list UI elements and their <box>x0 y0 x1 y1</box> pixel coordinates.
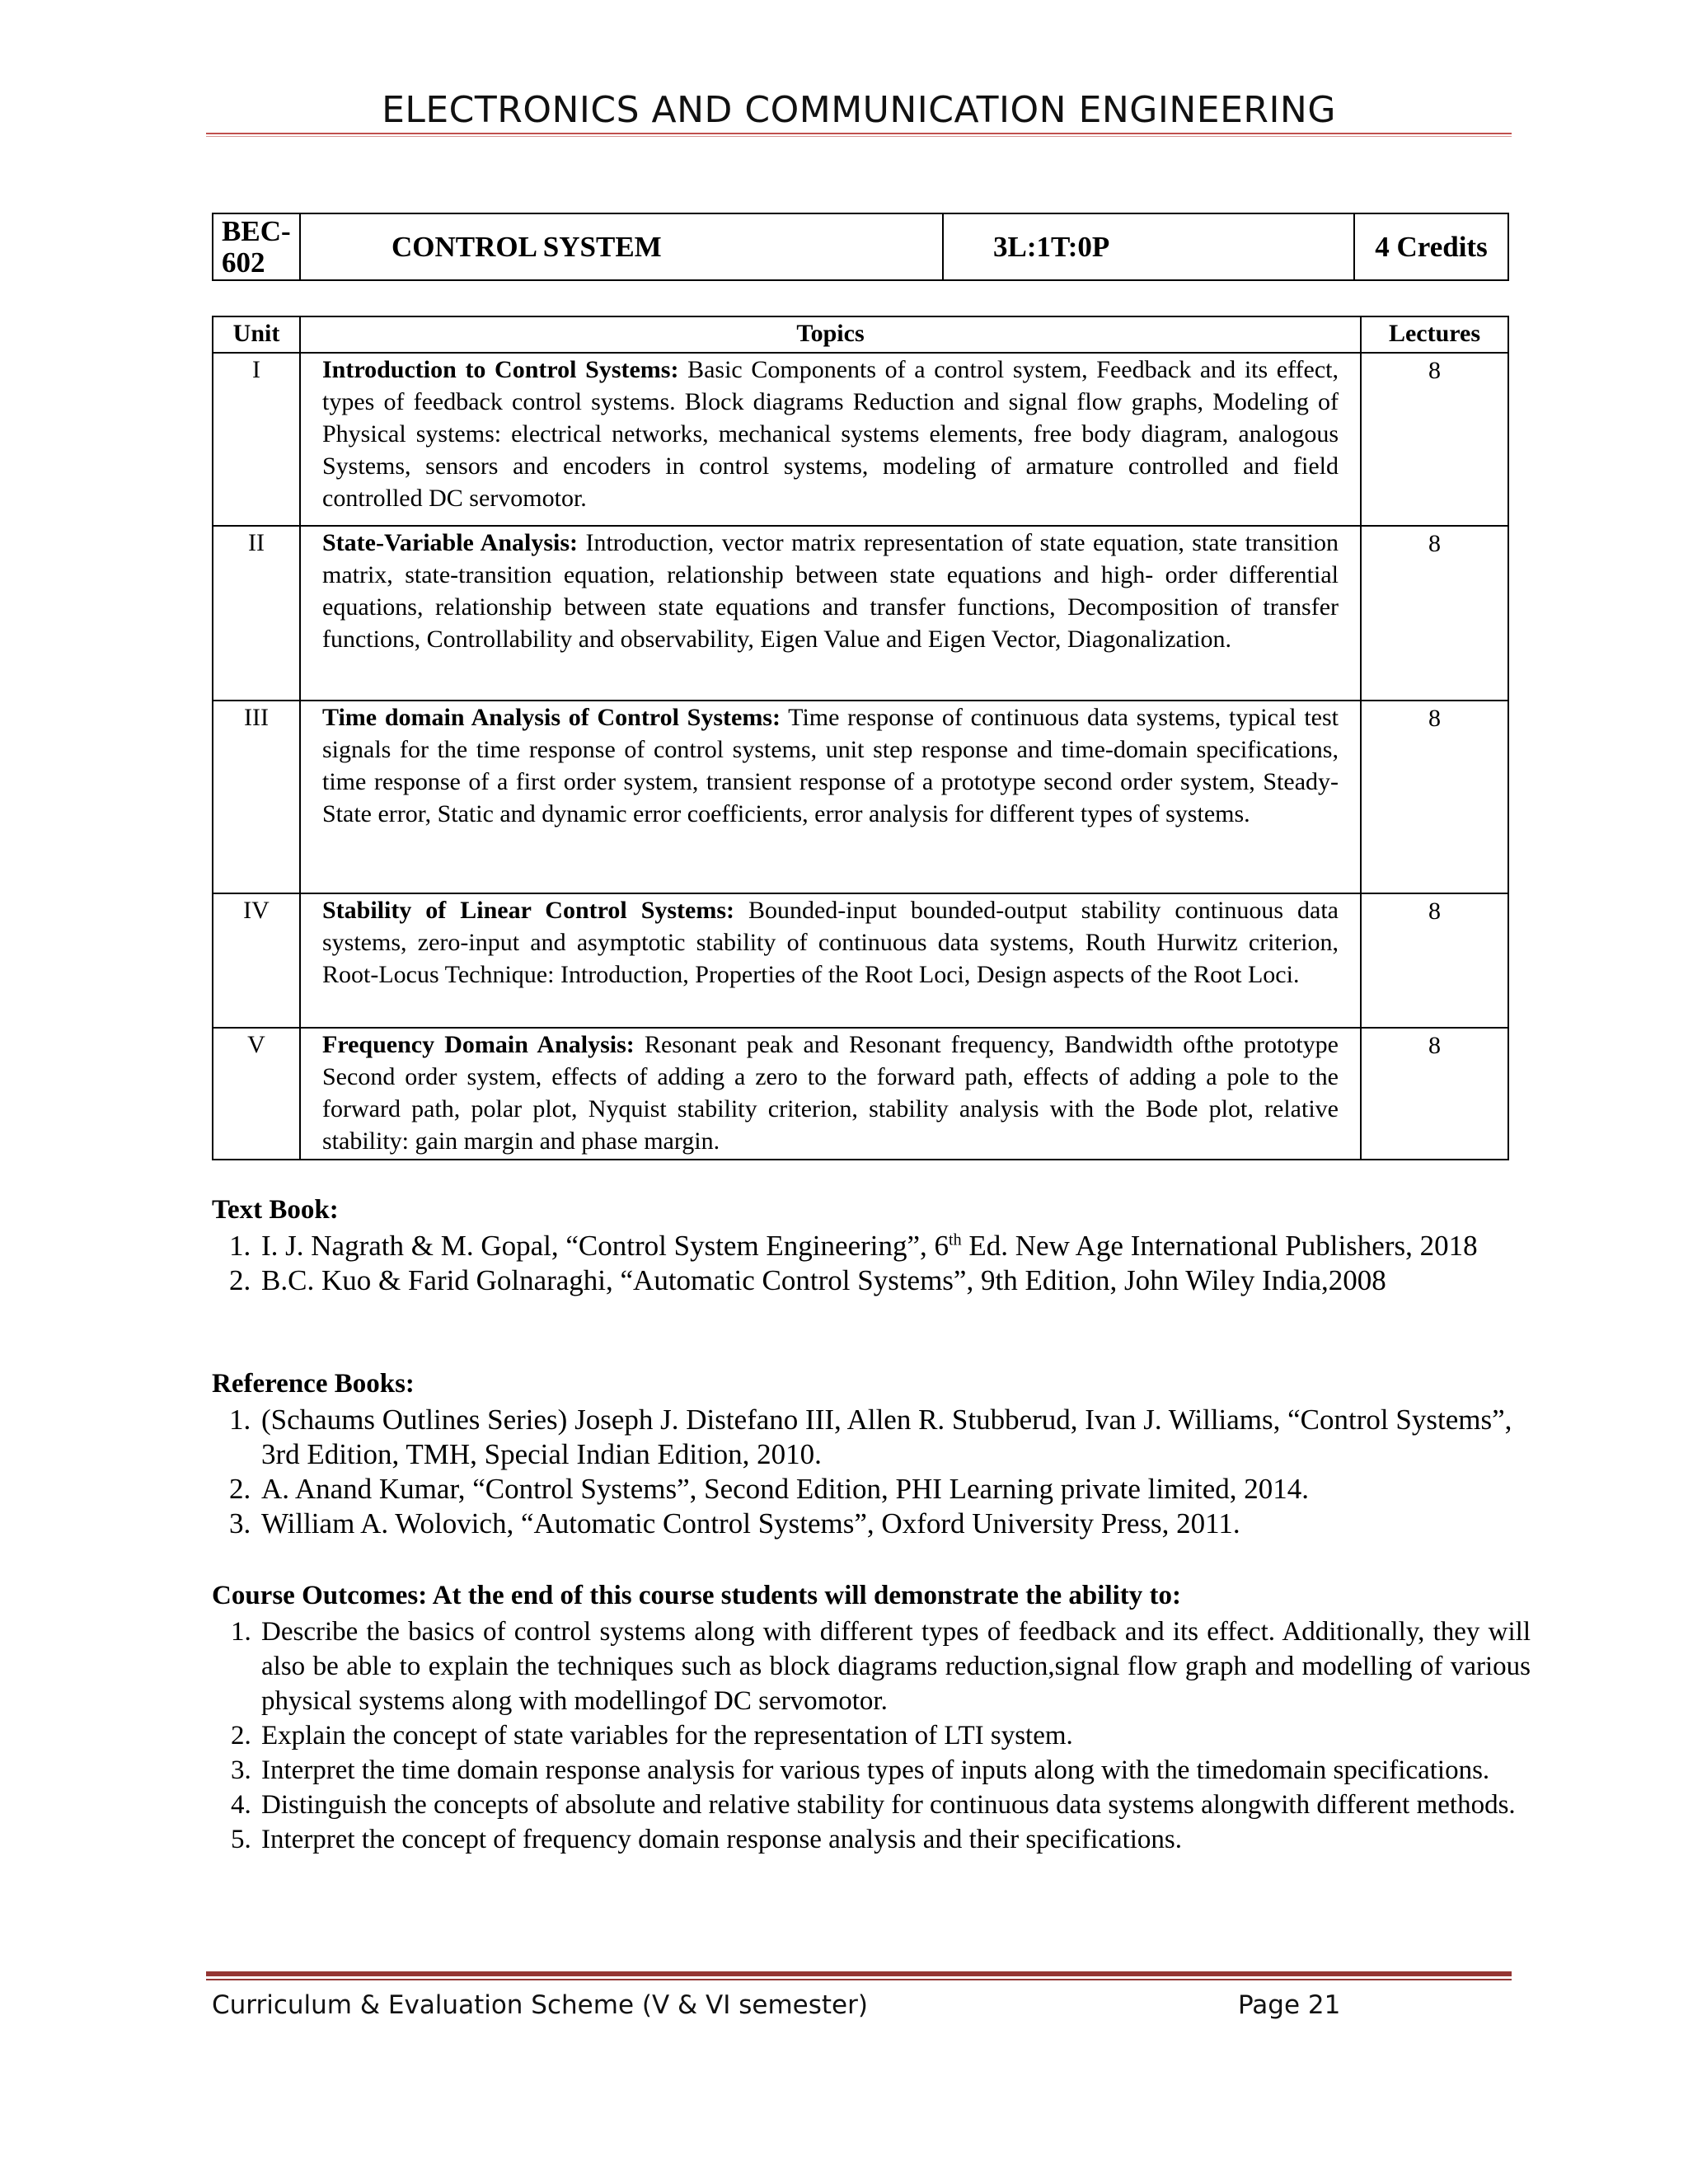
unit-description: Introduction, vector matrix representation of state equation, state transition matrix, state-transition equation, relationship between state equations and high- order differential equations, relationship between state equations and transfer functions, Decomposition of transfer functions, Controllability and observability, Eigen Value and Eigen Vector, Diagonalization. <box>322 529 1339 653</box>
unit-heading: Introduction to Control Systems: <box>322 356 679 383</box>
text-book-entry-rest: Ed. New Age International Publishers, 2018 <box>961 1230 1478 1262</box>
unit-heading: Time domain Analysis of Control Systems: <box>322 704 781 731</box>
course-outcomes-title: Course Outcomes: At the end of this course students will demonstrate the ability to: <box>212 1581 1181 1610</box>
list-item: 2. Explain the concept of state variables for the representation of LTI system. <box>258 1718 1531 1753</box>
unit-heading: Stability of Linear Control Systems: <box>322 897 735 924</box>
list-item: 5. Interpret the concept of frequency domain response analysis and their specifications. <box>258 1822 1531 1857</box>
reference-books-title: Reference Books: <box>212 1369 415 1399</box>
column-header-topics: Topics <box>300 316 1361 353</box>
table-row <box>213 893 1508 1028</box>
unit-lectures: 8 <box>1361 526 1508 701</box>
course-outcomes-section <box>212 1581 1531 1857</box>
list-item <box>258 1263 1531 1298</box>
table-row <box>213 1028 1508 1160</box>
course-title: CONTROL SYSTEM <box>300 213 943 280</box>
text-book-title: Text Book: <box>212 1195 339 1225</box>
unit-number: II <box>213 526 300 701</box>
page-header-title: ELECTRONICS AND COMMUNICATION ENGINEERING <box>382 89 1336 131</box>
list-item: 3. Interpret the time domain response analysis for various types of inputs along with the timedomain specifications. <box>258 1753 1531 1788</box>
syllabus-table <box>212 316 1509 1160</box>
unit-number: V <box>213 1028 300 1160</box>
unit-topics <box>300 526 1361 701</box>
superscript: th <box>949 1230 962 1249</box>
course-outcomes-list <box>212 1615 1531 1857</box>
table-row <box>213 701 1508 893</box>
unit-description: Basic Components of a control system, Feedback and its effect, types of feedback control systems. Block diagrams Reduction and signal flow graphs, Modeling of Physical systems: electrical networks, mechanical systems elements, free body diagram, analogous Systems, sensors and encoders in control systems, modeling of armature controlled and field controlled DC servomotor. <box>322 356 1339 512</box>
unit-number: I <box>213 353 300 526</box>
text-book-entry: B.C. Kuo & Farid Golnaraghi, “Automatic Control Systems”, 9th Edition, John Wiley India,2008 <box>261 1264 1386 1296</box>
course-code: BEC- 602 <box>213 213 300 280</box>
unit-heading: State-Variable Analysis: <box>322 529 579 556</box>
footer-rule-secondary <box>206 1979 1512 1980</box>
footer-rule <box>206 1971 1512 1976</box>
unit-description: Time response of continuous data systems, typical test signals for the time response of control systems, unit step response and time-domain specifications, time response of a first order system, transient response of a prototype second order system, Steady-State error, Static and dynamic error coefficients, error analysis for different types of systems. <box>322 704 1339 827</box>
table-row <box>213 526 1508 701</box>
text-book-entry: I. J. Nagrath & M. Gopal, “Control System Engineering”, 6 <box>261 1230 950 1262</box>
unit-heading: Frequency Domain Analysis: <box>322 1031 635 1058</box>
course-credits: 4 Credits <box>1354 213 1508 280</box>
list-item: 2. A. Anand Kumar, “Control Systems”, Second Edition, PHI Learning private limited, 2014. <box>258 1472 1531 1507</box>
unit-number: IV <box>213 893 300 1028</box>
unit-topics <box>300 1028 1361 1160</box>
list-item: 4. Distinguish the concepts of absolute and relative stability for continuous data systems alongwith different methods. <box>258 1788 1531 1822</box>
unit-description: Bounded-input bounded-output stability continuous data systems, zero-input and asymptotic stability of continuous data systems, Routh Hurwitz criterion, Root-Locus Technique: Introduction, Properties of the Root Loci, Design aspects of the Root Loci. <box>322 897 1339 988</box>
unit-lectures: 8 <box>1361 353 1508 526</box>
reference-books-section <box>212 1369 1531 1541</box>
unit-lectures: 8 <box>1361 893 1508 1028</box>
unit-number: III <box>213 701 300 893</box>
list-item <box>258 1229 1531 1263</box>
footer-page-number: Page 21 <box>1238 1990 1341 2020</box>
column-header-unit: Unit <box>213 316 300 353</box>
header-rule-secondary <box>206 136 1512 137</box>
course-header-table <box>212 213 1509 281</box>
unit-description: Resonant peak and Resonant frequency, Bandwidth ofthe prototype Second order system, effects of adding a zero to the forward path, effects of adding a pole to the forward path, polar plot, Nyquist stability criterion, stability analysis with the Bode plot, relative stability: gain margin and phase margin. <box>322 1031 1339 1155</box>
unit-lectures: 8 <box>1361 1028 1508 1160</box>
unit-topics <box>300 701 1361 893</box>
unit-topics <box>300 893 1361 1028</box>
footer-curriculum-label: Curriculum & Evaluation Scheme (V & VI semester) <box>212 1990 868 2020</box>
list-item: 1. (Schaums Outlines Series) Joseph J. Distefano III, Allen R. Stubberud, Ivan J. Williams, “Control Systems”, 3rd Edition, TMH, Special Indian Edition, 2010. <box>258 1403 1531 1472</box>
text-book-section <box>212 1195 1531 1298</box>
course-ltp: 3L:1T:0P <box>943 213 1354 280</box>
text-book-list <box>212 1229 1531 1298</box>
list-item: 3. William A. Wolovich, “Automatic Control Systems”, Oxford University Press, 2011. <box>258 1507 1531 1541</box>
column-header-lectures: Lectures <box>1361 316 1508 353</box>
unit-topics <box>300 353 1361 526</box>
table-row <box>213 353 1508 526</box>
list-item: 1. Describe the basics of control systems along with different types of feedback and its effect. Additionally, they will also be able to explain the techniques such as block diagrams reduction,signal flow graph and modelling of various physical systems along with modellingof DC servomotor. <box>258 1615 1531 1718</box>
header-rule <box>206 133 1512 134</box>
unit-lectures: 8 <box>1361 701 1508 893</box>
reference-books-list <box>212 1403 1531 1541</box>
